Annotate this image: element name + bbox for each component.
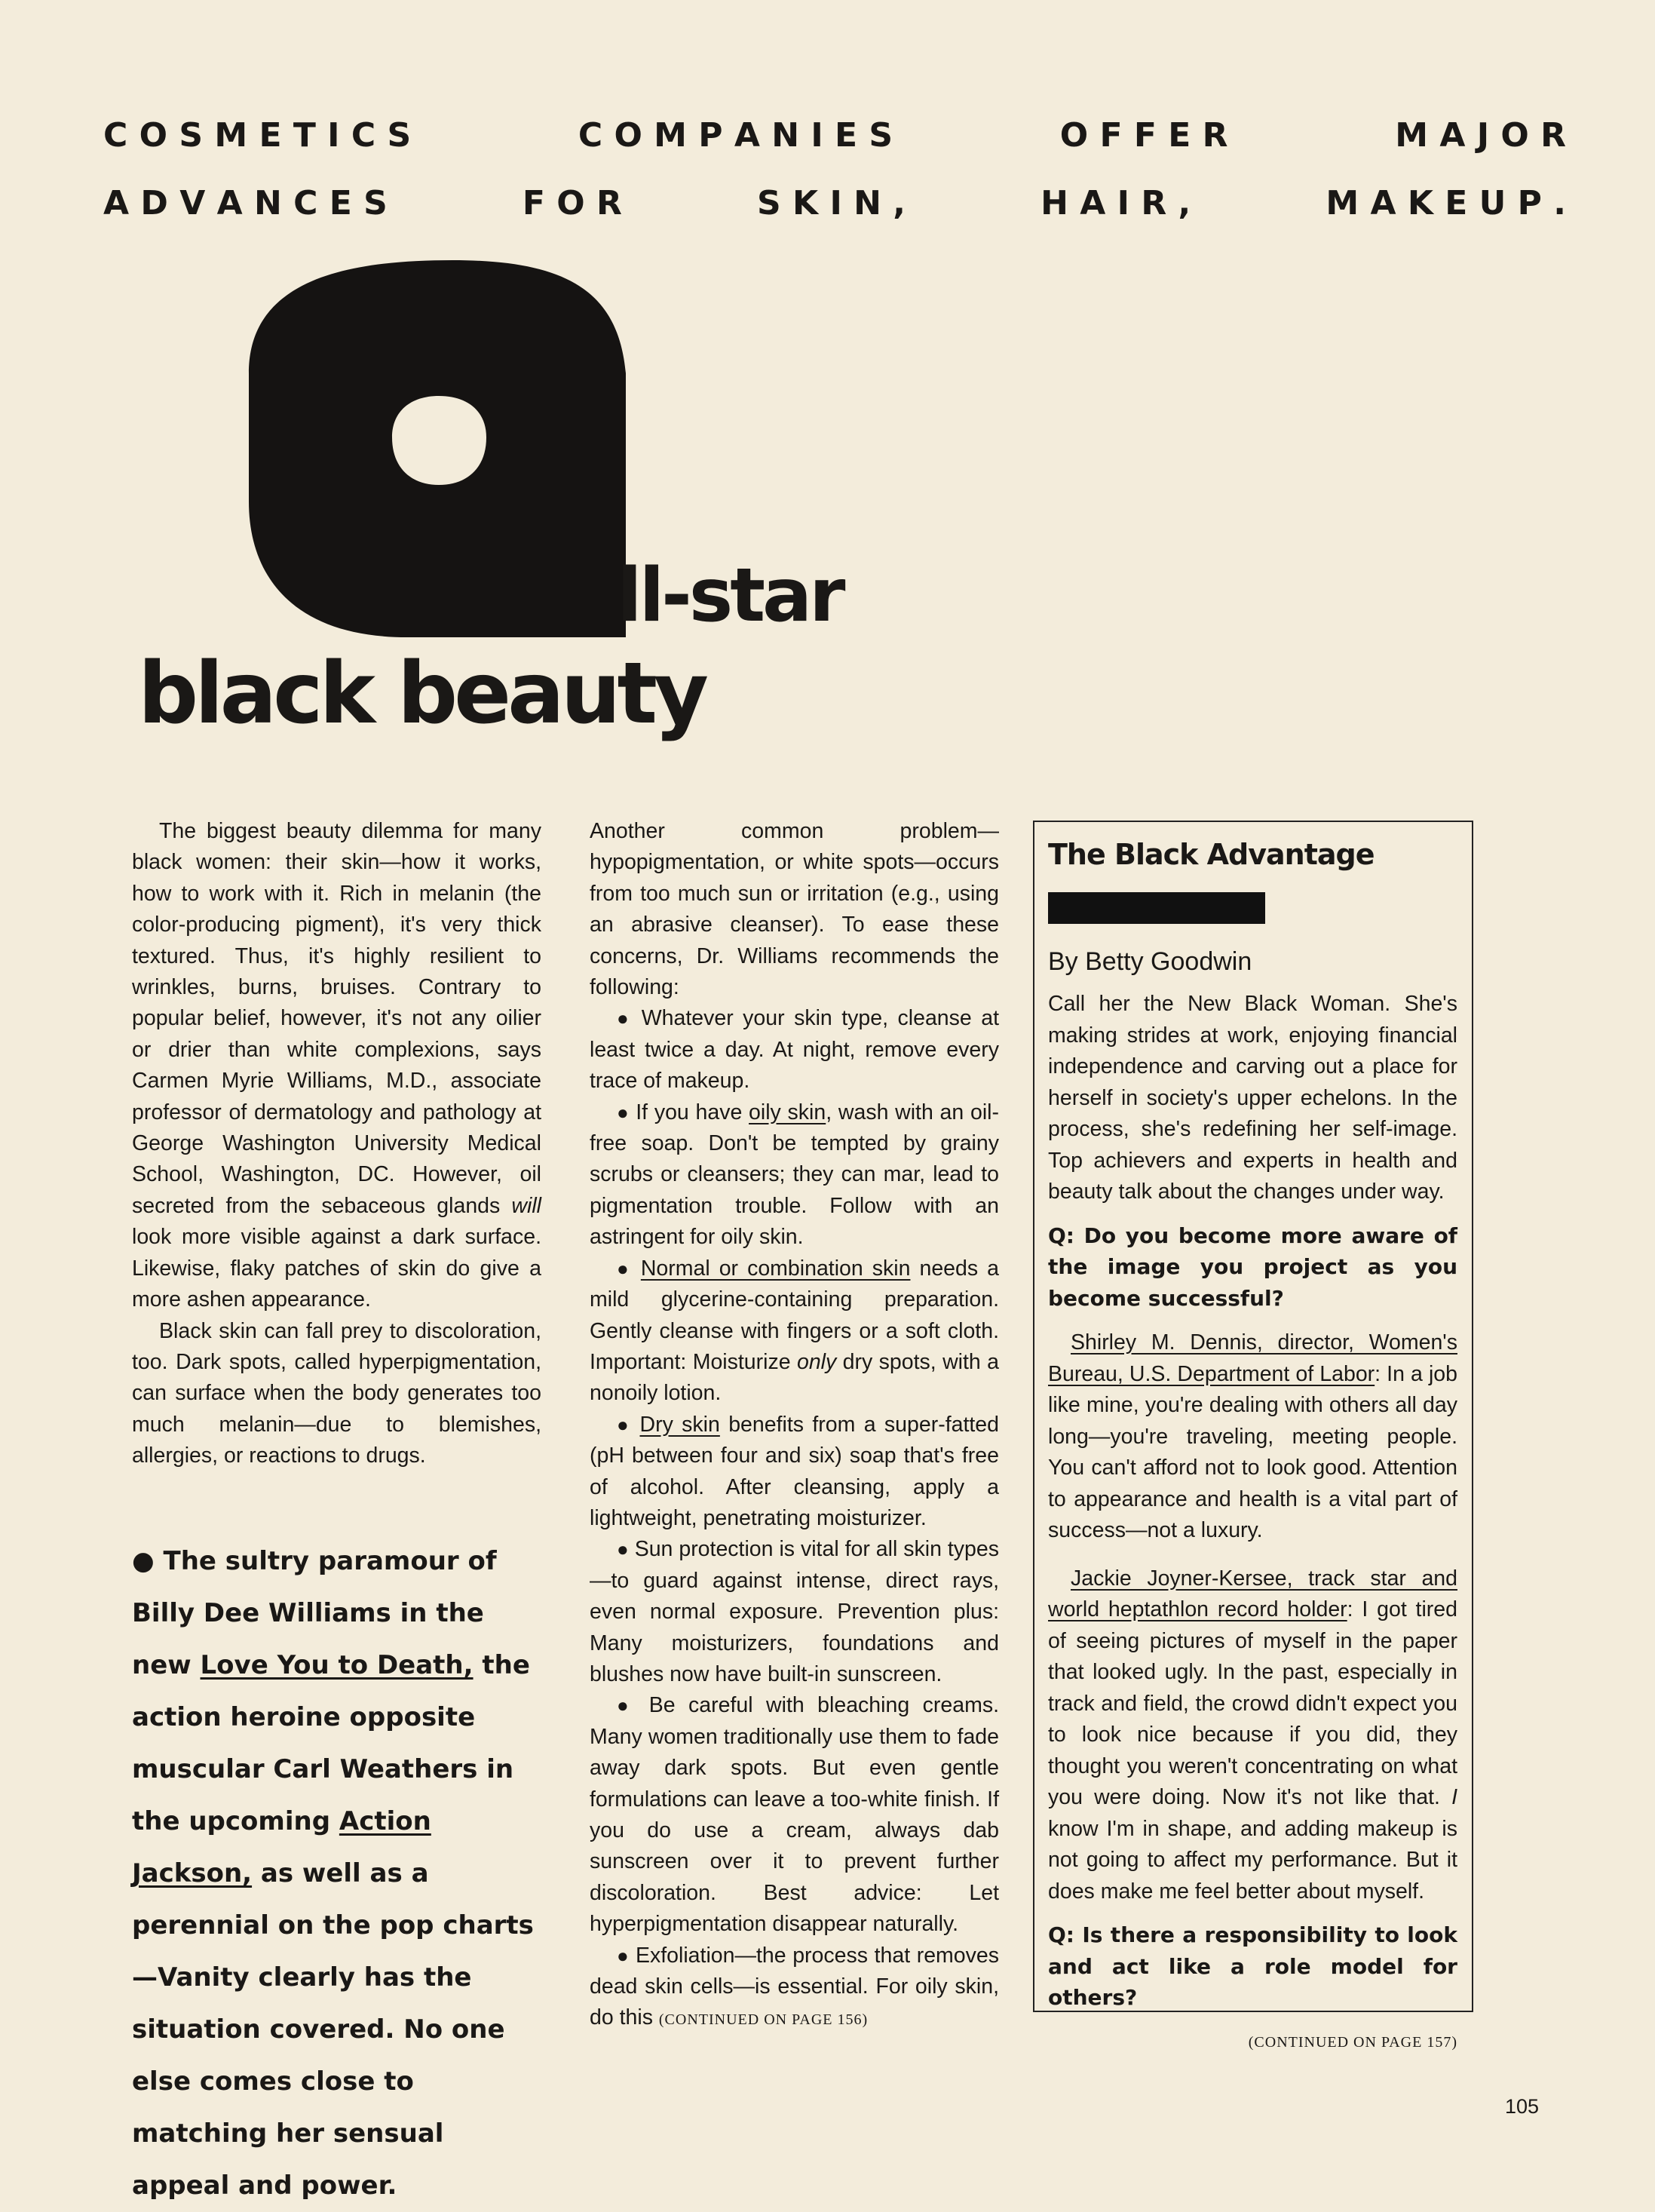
title-line2: black beauty (138, 645, 705, 743)
article-column-2 (590, 816, 999, 2036)
list-item (590, 1534, 999, 1690)
text: benefits from a super-fatted (pH between four and six) soap that's free of alcohol. After cleansing, apply a lightweight, penetrating moisturizer. (590, 1412, 999, 1530)
text: look more visible against a dark surface. Likewise, flaky patches of skin do give a more ashen appearance. (132, 1225, 541, 1312)
text: , wash with an oil-free soap. Don't be tempted by grainy scrubs or cleansers; they can mar, lead to pigmentation trouble. Follow with an astringent for oily skin. (590, 1100, 999, 1250)
bullet-icon: ● (617, 1007, 633, 1030)
text: Exfoliation—the process that removes dead skin cells—is essential. For oily skin, do this (590, 1943, 999, 2030)
text: If you have (636, 1100, 749, 1124)
paragraph: Black skin can fall prey to discoloration, too. Dark spots, called hyperpigmentation, can surface when the body generates too much melanin—due to blemishes, allergies, or reactions to drugs. (132, 1318, 541, 1468)
kicker-headline (103, 102, 1566, 238)
kicker-line-1 (103, 102, 1566, 170)
text: needs a mild glycerine-containing preparation. Gently cleanse with fingers or a soft cloth. Important: Moisturize (590, 1256, 999, 1374)
list-item (590, 1690, 999, 1940)
page-number: 105 (1505, 2095, 1540, 2118)
bullet-icon: ● (617, 1100, 630, 1124)
question-label: Q: (1048, 1223, 1074, 1248)
kicker-word: O F F E R (1059, 116, 1228, 155)
text: : In a job like mine, you're dealing with others all day long—you're traveling, meeting people. You can't afford not to look good. Attention to appearance and health is a vital part of success—not a luxury. (1048, 1361, 1458, 1542)
bullet-icon: ● (132, 1546, 155, 1576)
title-rest-line1: ll-star (617, 553, 843, 639)
bullet-icon: ● (617, 1256, 632, 1280)
text: know I'm in shape, and adding makeup is not going to affect my performance. But it does make me feel better about myself. (1048, 1816, 1457, 1904)
text: The biggest beauty dilemma for many black women: their skin—how it works, how to work with it. Rich in melanin (the color-producing pigment), it's very thick textured. Thus, it's highly resilient to wrinkles, burns, bruises. Contrary to popular belief, however, it's not any oilier or drier than white complexions, says Carmen Myrie Williams, M.D., associate professor of dermatology and pathology at George Washington University Medical School, Washington, DC. However, oil secreted from the sebaceous glands (132, 819, 541, 1218)
speaker-name: Shirley M. Dennis, director, Women's Bureau, U.S. Department of Labor (1048, 1330, 1457, 1386)
list-item (590, 1410, 999, 1535)
skin-type: Normal or combination skin (640, 1256, 911, 1281)
text: Sun protection is vital for all skin types—to guard against intense, direct rays, even normal exposure. Prevention plus: Many moisturizers, foundations and blushes now have built-in sunscreen. (590, 1537, 999, 1686)
text: Be careful with bleaching creams. Many women traditionally use them to fade away dark spots. But even gentle formulations can leave a too-white finish. If you do use a cream, always dab sunscreen over it to prevent further discoloration. Best advice: Let hyperpigmentation disappear naturally. (590, 1693, 999, 1937)
emphasis: only (796, 1349, 837, 1374)
list-item (590, 1097, 999, 1253)
question (1048, 1919, 1457, 2014)
list-item (590, 1003, 999, 1097)
pull-quote (132, 1536, 543, 2212)
emphasis: will (511, 1193, 541, 1218)
question-label: Q: (1048, 1922, 1074, 1947)
list-item (590, 1940, 999, 2036)
question (1048, 1220, 1457, 1315)
continued-note: (CONTINUED ON PAGE 157) (1248, 2033, 1457, 2051)
list-item (590, 1253, 999, 1410)
kicker-word: S K I N , (757, 184, 906, 222)
speaker-name: Jackie Joyner-Kersee, track star and world heptathlon record holder (1048, 1566, 1457, 1621)
kicker-word: C O M P A N I E S (578, 116, 893, 155)
question-text: Is there a responsibility to look and act like a role model for others? (1048, 1922, 1457, 2010)
sidebar-box (1033, 821, 1473, 2051)
title-initial-text: a (241, 250, 248, 263)
skin-type: oily skin (749, 1100, 826, 1124)
answer-paragraph (1048, 1563, 1457, 1908)
text: The sultry paramour of Billy Dee Williams in the new (132, 1546, 497, 1680)
sidebar-title: The Black Advantage (1048, 838, 1375, 871)
kicker-line-2 (103, 170, 1566, 238)
bullet-icon: ● (617, 1694, 636, 1717)
paragraph: Another common problem—hypopigmentation, or white spots—occurs from too much sun or irritation (e.g., using an abrasive cleanser). To ease these concerns, Dr. Williams recommends the following: (590, 819, 999, 1000)
bullet-icon: ● (617, 1413, 632, 1436)
continued-note: (CONTINUED ON PAGE 156) (658, 2011, 869, 2029)
sidebar-body (1048, 989, 1457, 2058)
article-column-1 (132, 816, 541, 1472)
film-title: Love You to Death, (200, 1650, 474, 1680)
kicker-word: H A I R , (1041, 184, 1191, 222)
sidebar-black-bar (1048, 892, 1265, 924)
film-title: Action Jackson, (132, 1806, 431, 1888)
text: : I got tired of seeing pictures of myself in the paper that looked ugly. In the past, especially in track and field, the crowd didn't expect you to look nice because if you did, they thought you weren't concentrating on what you were doing. Now it's not like that. (1048, 1597, 1457, 1809)
text: the action heroine opposite muscular Carl Weathers in the upcoming (132, 1650, 530, 1836)
emphasis: I (1451, 1785, 1457, 1809)
sidebar-content (1048, 836, 1457, 2058)
answer (1048, 1327, 1457, 1907)
kicker-word: M A K E U P . (1326, 184, 1566, 222)
text: as well as a perennial on the pop charts—Vanity clearly has the situation covered. No one else comes close to matching her sensual appeal and power. (132, 1858, 534, 2201)
bullet-icon: ● (617, 1944, 630, 1967)
answer-paragraph (1048, 1327, 1457, 1547)
bullet-icon: ● (617, 1538, 629, 1561)
paragraph (132, 816, 541, 1316)
question-text: Do you become more aware of the image you project as you become successful? (1048, 1223, 1457, 1311)
text: Whatever your skin type, cleanse at least twice a day. At night, remove every trace of makeup. (590, 1006, 999, 1094)
title-initial-a (241, 250, 633, 637)
initial-a-shape (249, 260, 626, 637)
kicker-word: A D V A N C E S (103, 184, 388, 222)
sidebar-intro: Call her the New Black Woman. She's making strides at work, enjoying financial independence and carving out a place for herself in society's upper echelons. In the process, she's redefining her self-image. Top achievers and experts in health and beauty talk about the changes under way. (1048, 992, 1457, 1204)
skin-type: Dry skin (639, 1412, 720, 1437)
sidebar-byline: By Betty Goodwin (1048, 947, 1252, 976)
text: dry spots, with a nonoily lotion. (590, 1349, 999, 1406)
kicker-word: F O R (522, 184, 622, 222)
kicker-word: C O S M E T I C S (103, 116, 412, 155)
kicker-word: M A J O R (1395, 116, 1566, 155)
